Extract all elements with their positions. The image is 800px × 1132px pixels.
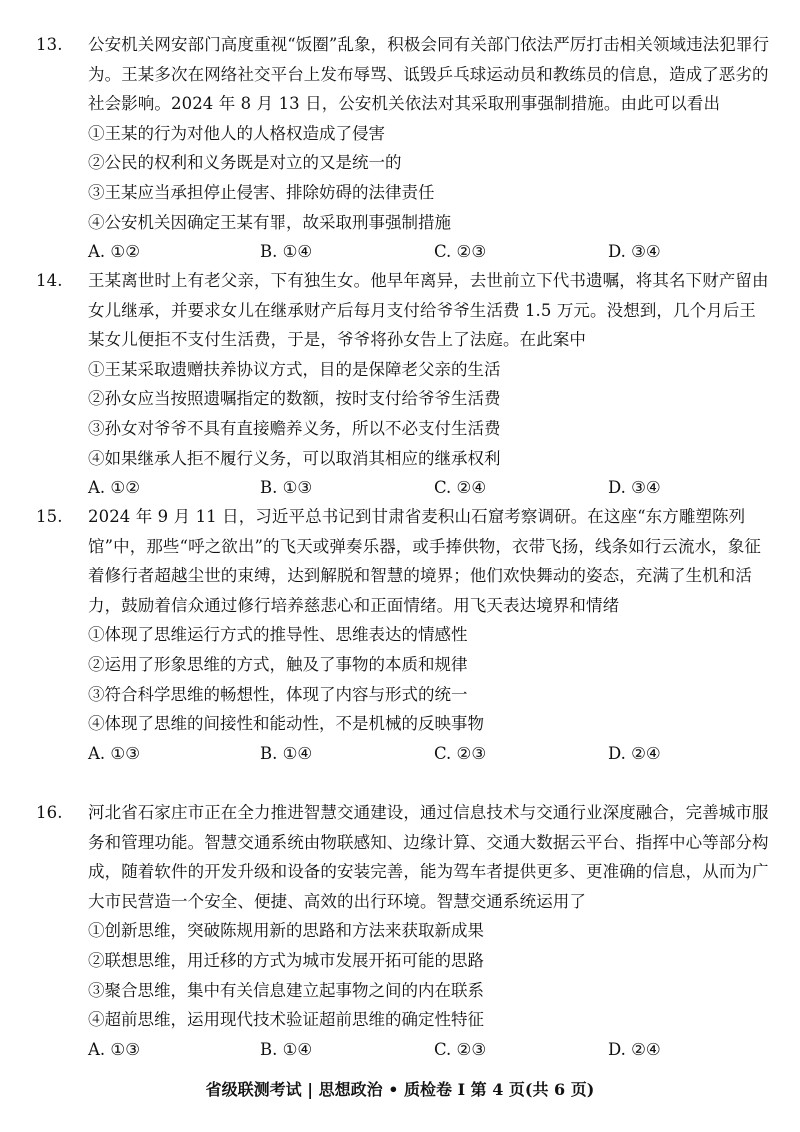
question-14 <box>36 266 770 503</box>
answer-choices <box>88 237 770 267</box>
choice-c[interactable]: C. ②④ <box>434 478 487 498</box>
question-16 <box>36 798 770 1064</box>
statement-item: ④公安机关因确定王某有罪，故采取刑事强制措施 <box>88 212 451 232</box>
choice-c[interactable]: C. ②③ <box>434 743 487 763</box>
statement-item: ②联想思维，用迁移的方式为城市发展开拓可能的思路 <box>88 950 484 970</box>
choice-a[interactable]: A. ①③ <box>88 1039 140 1059</box>
question-stem <box>36 502 770 620</box>
statement-item: ③符合科学思维的畅想性，体现了内容与形式的统一 <box>88 684 468 704</box>
choice-a[interactable]: A. ①② <box>88 242 140 262</box>
choice-d[interactable]: D. ③④ <box>608 478 661 498</box>
statement-item: ②公民的权利和义务既是对立的又是统一的 <box>88 153 402 173</box>
question-number: 13. <box>36 35 63 54</box>
choice-a[interactable]: A. ①③ <box>88 743 140 763</box>
question-13 <box>36 30 770 267</box>
statement-list <box>62 119 770 237</box>
question-stem <box>36 798 770 916</box>
statement-item: ③王某应当承担停止侵害、排除妨碍的法律责任 <box>88 182 435 202</box>
statement-item: ①王某的行为对他人的人格权造成了侵害 <box>88 123 385 143</box>
page-footer: 省级联测考试 | 思想政治 • 质检卷 Ⅰ 第 4 页(共 6 页) <box>205 1080 595 1099</box>
question-text: 王某离世时上有老父亲，下有独生女。他早年离异，去世前立下代书遗嘱，将其名下财产留由女儿继承，并要求女儿在继承财产后每月支付给爷爷生活费 1.5 万元。没想到，几个月后王某女儿便拒不支付生活费，于是，爷爷将孙女告上了法庭。在此案中 <box>88 271 769 350</box>
statement-item: ①体现了思维运行方式的推导性、思维表达的情感性 <box>88 625 468 645</box>
statement-item: ③孙女对爷爷不具有直接赡养义务，所以不必支付生活费 <box>88 418 501 438</box>
statement-item: ④如果继承人拒不履行义务，可以取消其相应的继承权利 <box>88 448 501 468</box>
question-number: 14. <box>36 271 63 290</box>
statement-list <box>62 620 770 738</box>
statement-item: ④超前思维，运用现代技术验证超前思维的确定性特征 <box>88 1010 484 1030</box>
question-number: 15. <box>36 507 63 526</box>
question-text: 河北省石家庄市正在全力推进智慧交通建设，通过信息技术与交通行业深度融合，完善城市服务和管理功能。智慧交通系统由物联感知、边缘计算、交通大数据云平台、指挥中心等部分构成，随着软件的开发升级和设备的安装完善，能为驾车者提供更多、更准确的信息，从而为广大市民营造一个安全、便捷、高效的出行环境。智慧交通系统运用了 <box>88 803 769 911</box>
choice-d[interactable]: D. ③④ <box>608 242 661 262</box>
choice-c[interactable]: C. ②③ <box>434 242 487 262</box>
question-15 <box>36 502 770 768</box>
statement-item: ②孙女应当按照遗嘱指定的数额，按时支付给爷爷生活费 <box>88 389 501 409</box>
question-stem <box>36 30 770 119</box>
choice-b[interactable]: B. ①④ <box>260 743 313 763</box>
statement-list <box>62 355 770 473</box>
question-text: 公安机关网安部门高度重视“饭圈”乱象，积极会同有关部门依法严厉打击相关领域违法犯罪行为。王某多次在网络社交平台上发布辱骂、诋毁乒乓球运动员和教练员的信息，造成了恶劣的社会影响。2024 年 8 月 13 日，公安机关依法对其采取刑事强制措施。由此可以看出 <box>88 35 770 114</box>
choice-b[interactable]: B. ①④ <box>260 1039 313 1059</box>
statement-list <box>62 916 770 1034</box>
statement-item: ②运用了形象思维的方式，触及了事物的本质和规律 <box>88 654 468 674</box>
choice-b[interactable]: B. ①③ <box>260 478 313 498</box>
choice-d[interactable]: D. ②④ <box>608 743 661 763</box>
question-text: 2024 年 9 月 11 日，习近平总书记到甘肃省麦积山石窟考察调研。在这座“东方雕塑陈列馆”中，那些“呼之欲出”的飞天或弹奏乐器，或手捧供物，衣带飞扬，线条如行云流水，象征着修行者超越尘世的束缚，达到解脱和智慧的境界；他们欢快舞动的姿态，充满了生机和活力，鼓励着信众通过修行培养慈悲心和正面情绪。用飞天表达境界和情绪 <box>88 507 762 615</box>
choice-c[interactable]: C. ②③ <box>434 1039 487 1059</box>
answer-choices <box>88 473 770 503</box>
statement-item: ④体现了思维的间接性和能动性，不是机械的反映事物 <box>88 714 484 734</box>
answer-choices <box>88 1035 770 1065</box>
choice-d[interactable]: D. ②④ <box>608 1039 661 1059</box>
choice-b[interactable]: B. ①④ <box>260 242 313 262</box>
statement-item: ①创新思维，突破陈规用新的思路和方法来获取新成果 <box>88 921 484 941</box>
statement-item: ①王某采取遗赠扶养协议方式，目的是保障老父亲的生活 <box>88 359 501 379</box>
statement-item: ③聚合思维，集中有关信息建立起事物之间的内在联系 <box>88 980 484 1000</box>
question-number: 16. <box>36 803 63 822</box>
choice-a[interactable]: A. ①② <box>88 478 140 498</box>
answer-choices <box>88 739 770 769</box>
question-stem <box>36 266 770 355</box>
